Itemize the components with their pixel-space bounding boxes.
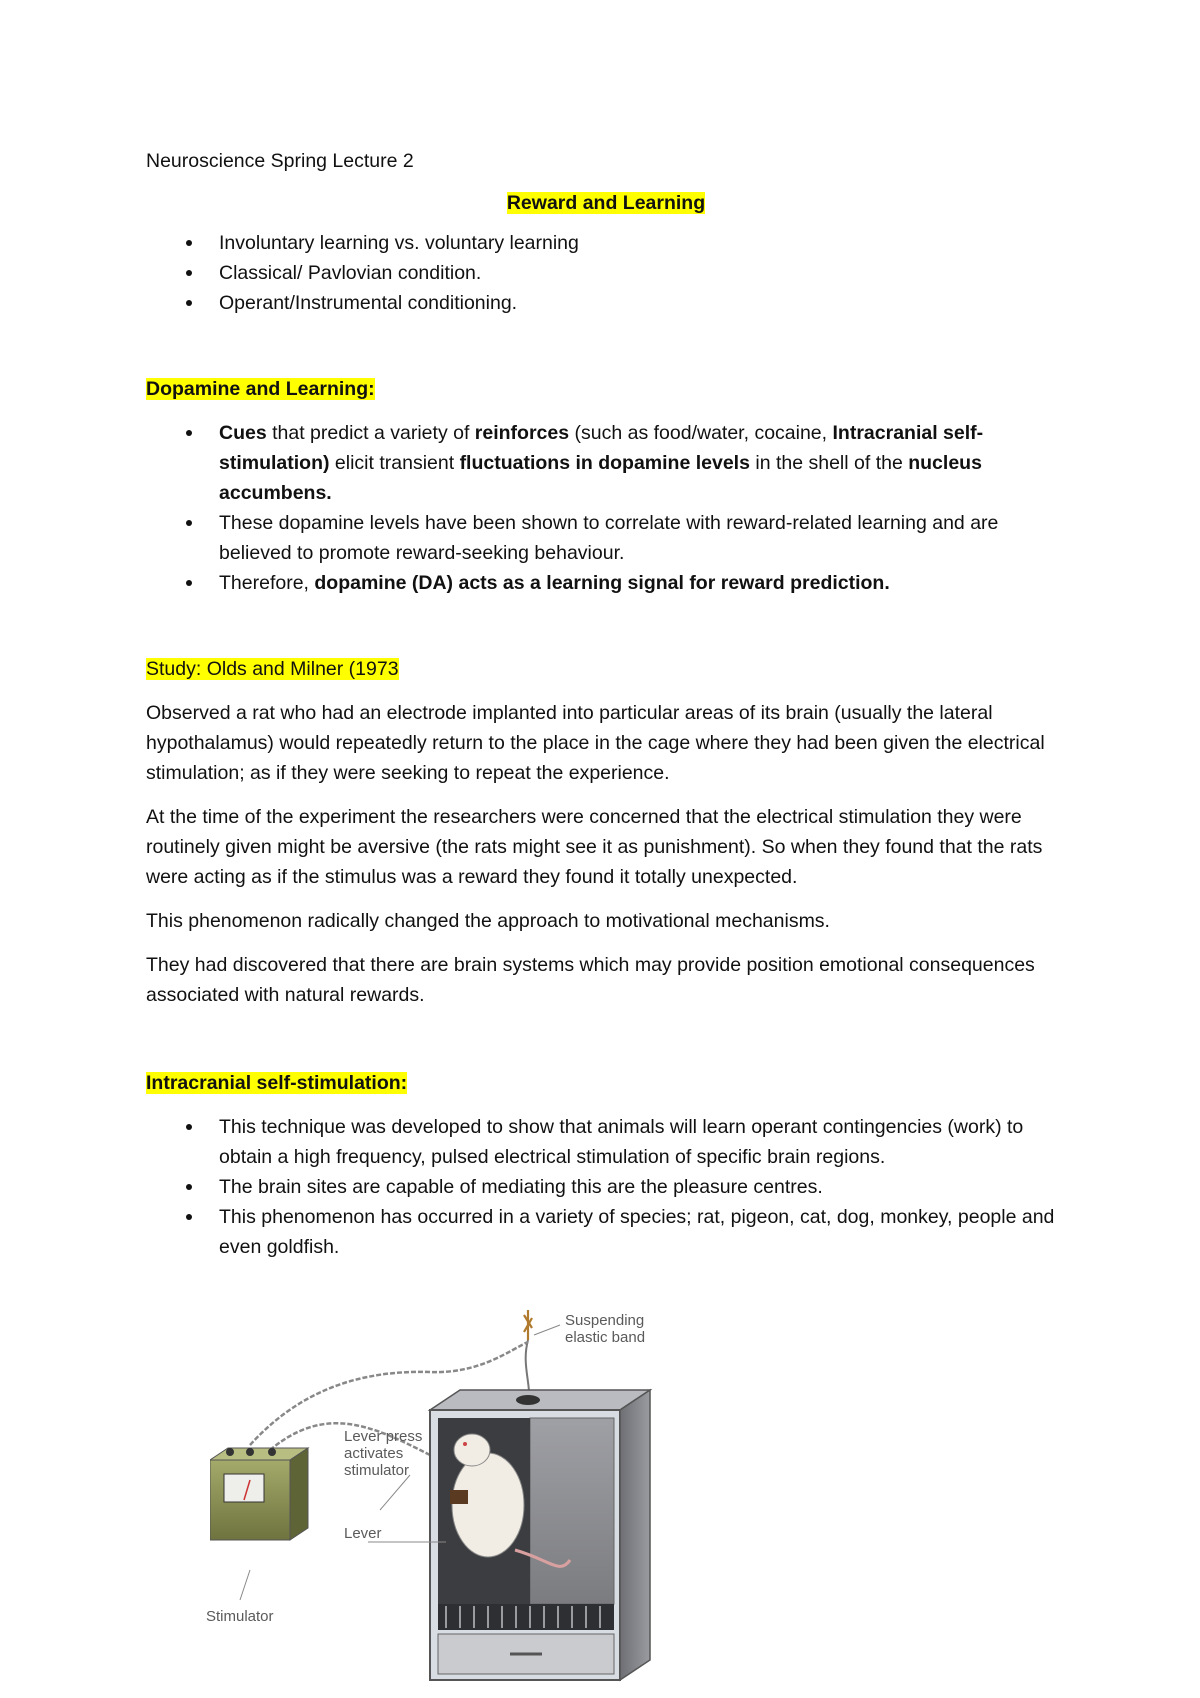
dopamine-heading-wrap [146, 374, 1066, 404]
list-item: Therefore, dopamine (DA) acts as a learning signal for reward prediction. [146, 568, 1066, 598]
list-item: These dopamine levels have been shown to correlate with reward-related learning and are believed to promote reward-seeking behaviour. [146, 508, 1066, 568]
icss-heading-wrap [146, 1068, 1066, 1098]
dopamine-heading: Dopamine and Learning: [146, 378, 375, 400]
main-heading-wrap [146, 188, 1066, 218]
label-stimulator: Stimulator [206, 1608, 274, 1625]
icss-bullet-list [146, 1112, 1066, 1262]
label-lever: Lever [344, 1525, 382, 1542]
list-item: Operant/Instrumental conditioning. [146, 288, 1066, 318]
list-item: Involuntary learning vs. voluntary learning [146, 228, 1066, 258]
document-body [146, 146, 1066, 1262]
apparatus-figure [206, 1310, 730, 1690]
list-item: Cues that predict a variety of reinforces (such as food/water, cocaine, Intracranial self-stimulation) elicit transient fluctuations in dopamine levels in the shell of the nucleus accumbens. [146, 418, 1066, 508]
study-paragraph: At the time of the experiment the researchers were concerned that the electrical stimulation they were routinely given might be aversive (the rats might see it as punishment). So when they found that the rats were acting as if the stimulus was a reward they found it totally unexpected. [146, 806, 1043, 888]
study-heading: Study: Olds and Milner (1973 [146, 658, 399, 680]
list-item: This technique was developed to show that animals will learn operant contingencies (work) to obtain a high frequency, pulsed electrical stimulation of specific brain regions. [146, 1112, 1066, 1172]
study-heading-wrap [146, 654, 1066, 684]
list-item: The brain sites are capable of mediating this are the pleasure centres. [146, 1172, 1066, 1202]
study-paragraph: This phenomenon radically changed the approach to motivational mechanisms. [146, 910, 830, 932]
label-suspending: Suspending elastic band [565, 1312, 646, 1346]
apparatus-illustration [210, 1310, 730, 1690]
intro-bullet-list [146, 228, 1066, 318]
main-heading: Reward and Learning [506, 192, 706, 214]
list-item: Classical/ Pavlovian condition. [146, 258, 1066, 288]
document-title: Neuroscience Spring Lecture 2 [146, 150, 414, 172]
study-paragraph: They had discovered that there are brain systems which may provide position emotional consequences associated with natural rewards. [146, 954, 1035, 1006]
list-item: This phenomenon has occurred in a variety of species; rat, pigeon, cat, dog, monkey, people and even goldfish. [146, 1202, 1066, 1262]
dopamine-bullet-list [146, 418, 1066, 598]
study-paragraph: Observed a rat who had an electrode implanted into particular areas of its brain (usually the lateral hypothalamus) would repeatedly return to the place in the cage where they had been given the electrical stimulation; as if they were seeking to repeat the experience. [146, 702, 1045, 784]
label-lever-press: Lever press activates stimulator [344, 1428, 423, 1479]
icss-heading: Intracranial self-stimulation: [146, 1072, 408, 1094]
